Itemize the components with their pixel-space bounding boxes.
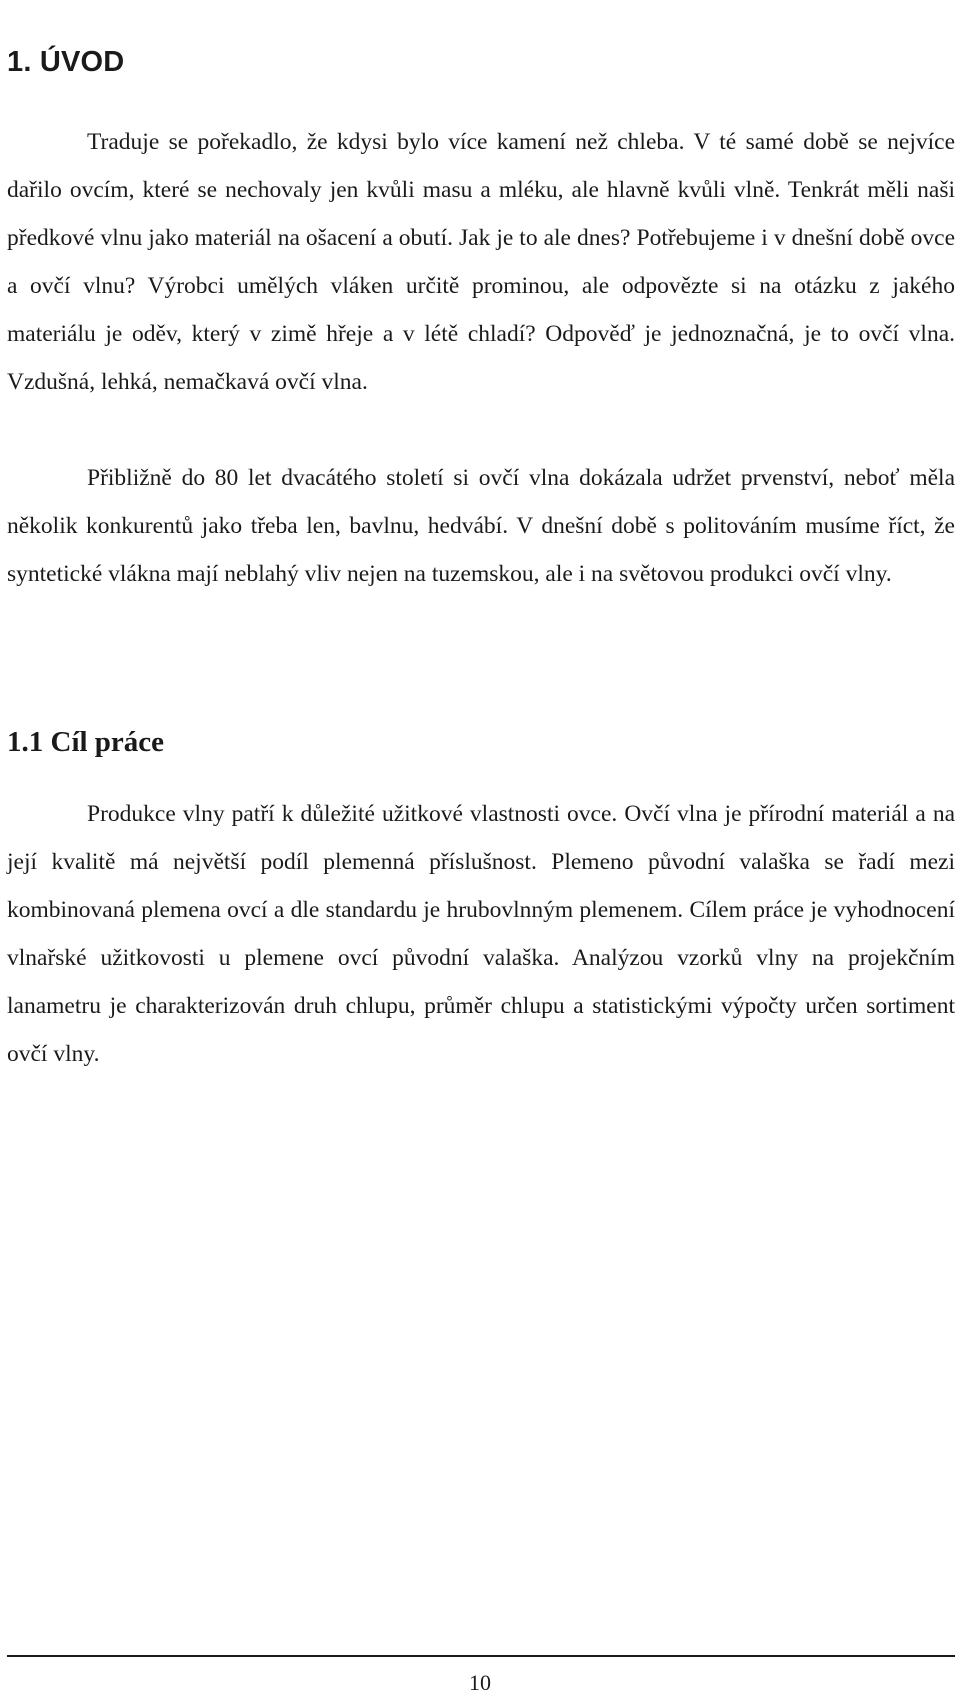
- paragraph-cil-prace: Produkce vlny patří k důležité užitkové vlastnosti ovce. Ovčí vlna je přírodní materiál a na její kvalitě má největší podíl plemenná příslušnost. Plemeno původní valaška se řadí mezi kombinovaná plemena ovcí a dle standardu je hrubovlnným plemenem. Cílem práce je vyhodnocení vlnařské užitkovosti u plemene ovcí původní valaška. Analýzou vzorků vlny na projekčním lanametru je charakterizován druh chlupu, průměr chlupu a statistickými výpočty určen sortiment ovčí vlny.: [7, 801, 955, 1067]
- section-heading-uvod: 1. ÚVOD: [7, 46, 125, 78]
- section-heading-cil-prace: 1.1 Cíl práce: [7, 726, 165, 758]
- page-number: 10: [469, 1670, 491, 1695]
- paragraph-intro-2: Přibližně do 80 let dvacátého století si ovčí vlna dokázala udržet prvenství, neboť měla několik konkurentů jako třeba len, bavlnu, hedvábí. V dnešní době s politováním musíme říct, že syntetické vlákna mají neblahý vliv nejen na tuzemskou, ale i na světovou produkci ovčí vlny.: [7, 465, 955, 587]
- footer-divider: [7, 1655, 955, 1657]
- paragraph-intro-1: Traduje se pořekadlo, že kdysi bylo více kamení než chleba. V té samé době se nejvíce dařilo ovcím, které se nechovaly jen kvůli masu a mléku, ale hlavně kvůli vlně. Tenkrát měli naši předkové vlnu jako materiál na ošacení a obutí. Jak je to ale dnes? Potřebujeme i v dnešní době ovce a ovčí vlnu? Výrobci umělých vláken určitě prominou, ale odpovězte si na otázku z jakého materiálu je oděv, který v zimě hřeje a v létě chladí? Odpověď je jednoznačná, je to ovčí vlna. Vzdušná, lehká, nemačkavá ovčí vlna.: [7, 129, 955, 395]
